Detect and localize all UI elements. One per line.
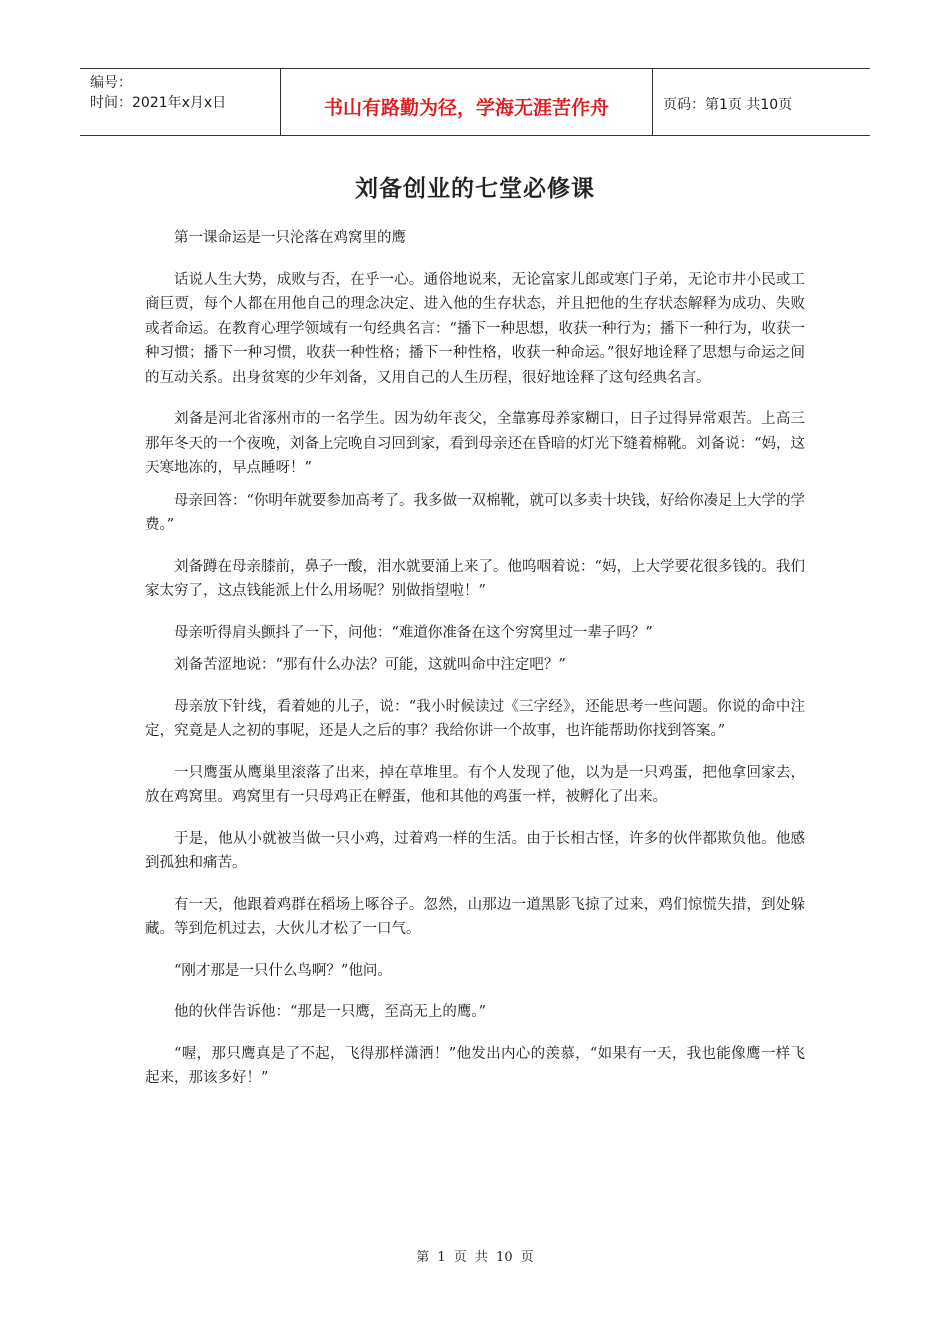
paragraph: 母亲回答：“你明年就要参加高考了。我多做一双棉靴，就可以多卖十块钱，好给你凑足上大学的学费。” [145,492,805,533]
paragraph: 刘备苦涩地说：“那有什么办法？可能，这就叫命中注定吧？” [174,657,566,673]
paragraph: 刘备蹲在母亲膝前，鼻子一酸，泪水就要涌上来了。他呜咽着说：“妈，上大学要花很多钱的。我们家太穷了，这点钱能派上什么用场呢？别做指望啦！” [145,558,805,599]
page-info: 页码：第1页 共10页 [663,97,793,113]
paragraph: 母亲放下针线，看着她的儿子，说：“我小时候读过《三字经》，还能思考一些问题。你说的命中注定，究竟是人之初的事呢，还是人之后的事？我给你讲一个故事，也许能帮助你找到答案。” [145,698,805,739]
paragraph: 刘备是河北省涿州市的一名学生。因为幼年丧父，全靠寡母养家糊口，日子过得异常艰苦。上高三那年冬天的一个夜晚，刘备上完晚自习回到家，看到母亲还在昏暗的灯光下缝着棉靴。刘备说：“妈，这天寒地冻的，早点睡呀！” [145,411,805,476]
header-meta-cell [80,69,281,135]
document-header [80,68,870,136]
document-body [145,226,805,1091]
number-label: 编号： [90,75,132,91]
paragraph: 他的伙伴告诉他：“那是一只鹰，至高无上的鹰。” [174,1004,487,1020]
lesson-heading: 第一课命运是一只沦落在鸡窝里的鹰 [174,230,406,246]
paragraph: 一只鹰蛋从鹰巢里滚落了出来，掉在草堆里。有个人发现了他，以为是一只鸡蛋，把他拿回家去，放在鸡窝里。鸡窝里有一只母鸡正在孵蛋，他和其他的鸡蛋一样，被孵化了出来。 [145,764,805,805]
paragraph: 母亲听得肩头颤抖了一下，问他：“难道你准备在这个穷窝里过一辈子吗？” [174,624,653,641]
paragraph: 有一天，他跟着鸡群在稻场上啄谷子。忽然，山那边一道黑影飞掠了过来，鸡们惊慌失措，到处躲藏。等到危机过去，大伙儿才松了一口气。 [145,896,805,937]
header-motto-cell [281,69,653,135]
paragraph: “刚才那是一只什么鸟啊？”他问。 [174,962,392,979]
document-title: 刘备创业的七堂必修课 [355,176,595,202]
paragraph: “喔，那只鹰真是了不起，飞得那样潇洒！”他发出内心的羡慕，“如果有一天，我也能像鹰一样飞起来，那该多好！” [145,1045,805,1086]
time-label: 时间：2021年x月x日 [90,95,227,111]
page-footer: 第 1 页 共 10 页 [416,1250,534,1265]
motto-text: 书山有路勤为径，学海无涯苦作舟 [323,96,609,119]
paragraph: 话说人生大势，成败与否，在乎一心。通俗地说来，无论富家儿郎或寒门子弟，无论市井小民或工商巨贾，每个人都在用他自己的理念决定、进入他的生存状态，并且把他的生存状态解释为成功、失败或者命运。在教育心理学领域有一句经典名言：“播下一种思想，收获一种行为；播下一种行为，收获一种习惯；播下一种习惯，收获一种性格；播下一种性格，收获一种命运。”很好地诠释了思想与命运之间的互动关系。出身贫寒的少年刘备，又用自己的人生历程，很好地诠释了这句经典名言。 [145,271,805,386]
paragraph: 于是，他从小就被当做一只小鸡，过着鸡一样的生活。由于长相古怪，许多的伙伴都欺负他。他感到孤独和痛苦。 [145,830,805,871]
header-page-cell [653,69,870,135]
